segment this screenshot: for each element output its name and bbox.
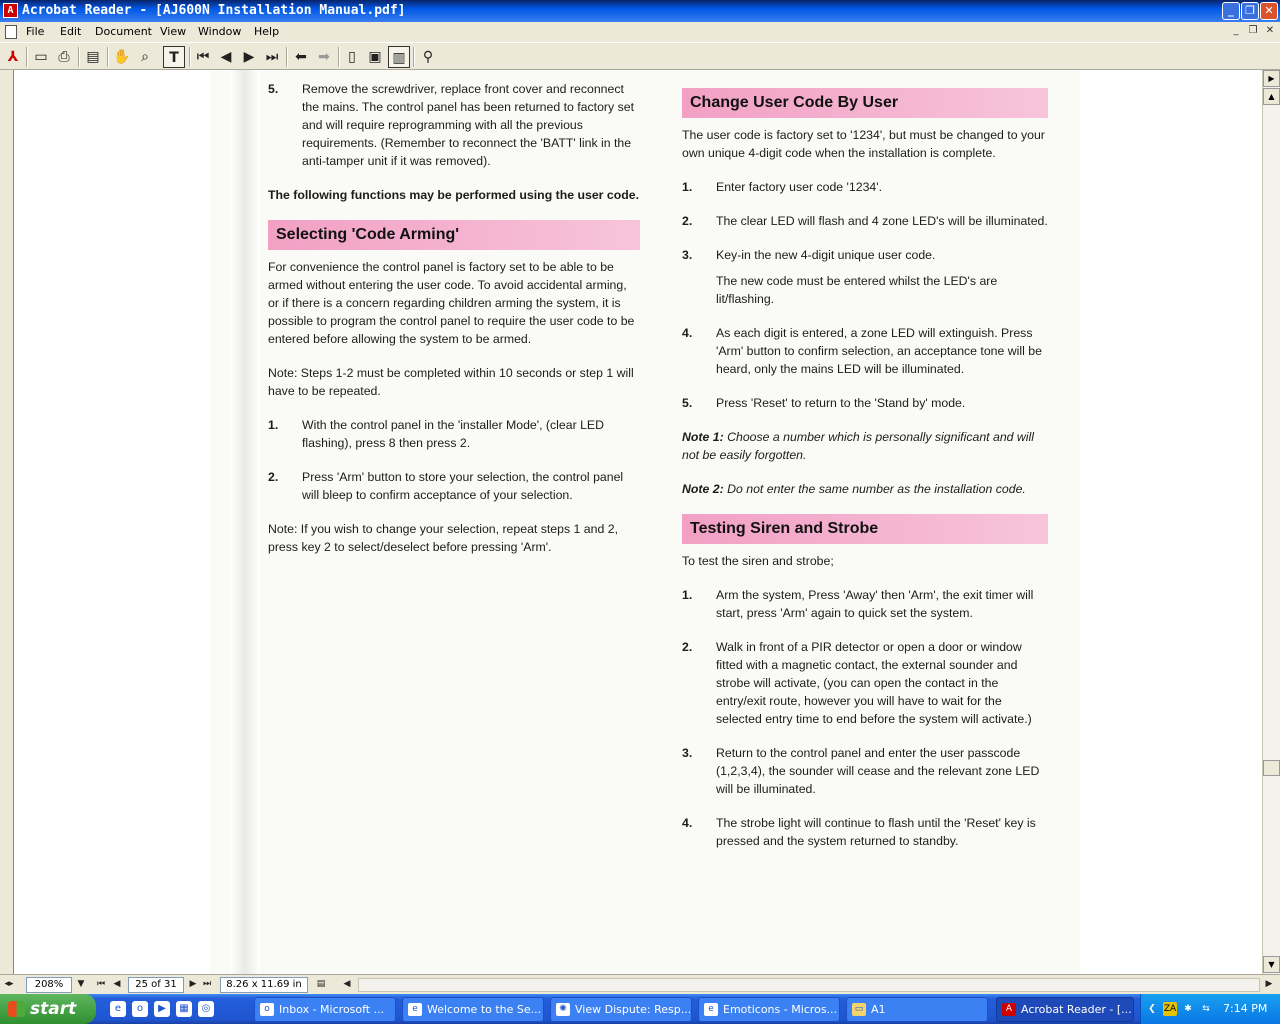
note-2: Note 2: Do not enter the same number as the installation code. xyxy=(682,482,1026,496)
scroll-down-icon[interactable]: ▼ xyxy=(1263,956,1280,973)
start-button[interactable]: start xyxy=(0,994,96,1024)
step-item: 4. As each digit is entered, a zone LED will extinguish. Press 'Arm' button to confirm selection, an acceptance tone will be heard, only the mains LED will be illuminated. xyxy=(682,326,1042,376)
first-page-icon[interactable]: ⏮ xyxy=(196,49,210,65)
user-code-intro: The user code is factory set to '1234', but must be changed to your own unique 4-digit code when the installation is complete. xyxy=(682,128,1045,160)
doc-minimize-icon[interactable]: _ xyxy=(1233,25,1239,36)
zoom-tool-icon[interactable]: ⌕ xyxy=(141,49,149,65)
page-number-field[interactable]: 25 of 31 xyxy=(128,977,184,993)
page-size-field: 8.26 x 11.69 in xyxy=(220,977,308,993)
step-item: 2. Press 'Arm' button to store your selection, the control panel will bleep to confirm acceptance of your selection. xyxy=(268,470,624,502)
step-item: 5. Remove the screwdriver, replace front cover and reconnect the mains. The control panel has been returned to factory set and will require reprogramming with all the previous requirements. (Remember to reconnect the 'BATT' link in the anti-tamper unit if it was removed). xyxy=(268,82,634,168)
step-item: 1. Arm the system, Press 'Away' then 'Arm', the exit timer will start, press 'Arm' again to quick set the system. xyxy=(682,588,1034,620)
print-icon[interactable]: ⎙ xyxy=(58,49,70,65)
outlook-icon: o xyxy=(260,1003,274,1016)
first-page-status-icon[interactable]: ⏮ xyxy=(96,979,106,989)
hscroll-left-icon[interactable]: ◀ xyxy=(343,979,351,989)
menu-view[interactable]: View xyxy=(160,25,187,38)
find-icon[interactable]: ⚲ xyxy=(422,49,434,65)
next-page-icon[interactable]: ▶ xyxy=(243,49,255,65)
left-column xyxy=(268,80,640,572)
heading-change-user-code: Change User Code By User xyxy=(682,88,1048,118)
step-item: 4. The strobe light will continue to flash until the 'Reset' key is pressed and the system returned to standby. xyxy=(682,816,1036,848)
menu-bar xyxy=(0,22,1280,42)
right-column xyxy=(682,88,1048,866)
go-forward-icon[interactable]: ➡ xyxy=(318,49,330,65)
document-view[interactable] xyxy=(14,70,1262,974)
pdf-page xyxy=(210,70,1080,974)
page-next-icon[interactable]: ▶ xyxy=(1263,70,1280,87)
step-item: 2. The clear LED will flash and 4 zone LED's will be illuminated. xyxy=(682,214,1048,228)
previous-page-icon[interactable]: ◀ xyxy=(220,49,232,65)
task-a1-folder[interactable]: ▭ A1 xyxy=(846,997,988,1022)
status-bar xyxy=(0,974,1280,994)
toolbar xyxy=(0,42,1280,70)
task-emoticons[interactable]: e Emoticons - Micros... xyxy=(698,997,840,1022)
scroll-up-icon[interactable]: ▲ xyxy=(1263,88,1280,105)
restore-button[interactable]: ❐ xyxy=(1241,2,1259,20)
windows-flag-icon xyxy=(8,1001,25,1017)
show-hide-navigation-icon[interactable]: ▤ xyxy=(86,49,100,65)
network-icon[interactable]: ⇆ xyxy=(1202,1004,1210,1014)
step-item: 5. Press 'Reset' to return to the 'Stand by' mode. xyxy=(682,396,966,410)
menu-file[interactable]: File xyxy=(26,25,45,38)
last-page-status-icon[interactable]: ⏭ xyxy=(202,979,212,989)
arming-paragraph: For convenience the control panel is factory set to be able to be armed without entering the user code. To avoid accidental arming, or if there is a concern regarding children arming the system, it is possible to program the control panel to require the user code to be entered before allowing the system to be armed. xyxy=(268,260,635,346)
change-note: Note: If you wish to change your selection, repeat steps 1 and 2, press key 2 to select/deselect before pressing 'Arm'. xyxy=(268,522,618,554)
steps-note: Note: Steps 1-2 must be completed within 10 seconds or step 1 will have to be repeated. xyxy=(268,366,634,398)
system-tray xyxy=(1140,994,1280,1024)
actual-size-icon[interactable]: ▯ xyxy=(348,49,356,65)
menu-edit[interactable]: Edit xyxy=(60,25,82,38)
open-icon[interactable]: ▭ xyxy=(34,49,48,65)
prev-page-status-icon[interactable]: ◀ xyxy=(113,979,121,989)
task-welcome[interactable]: e Welcome to the Se... xyxy=(402,997,544,1022)
acrobat-icon: A xyxy=(1002,1003,1016,1016)
task-inbox[interactable]: o Inbox - Microsoft ... xyxy=(254,997,396,1022)
window-title: Acrobat Reader - [AJ600N Installation Manual.pdf] xyxy=(22,3,406,18)
desktop-quicklaunch-icon[interactable]: ▦ xyxy=(176,1001,192,1017)
next-page-status-icon[interactable]: ▶ xyxy=(189,979,197,989)
hand-tool-icon[interactable]: ✋ xyxy=(113,49,131,65)
menu-help[interactable]: Help xyxy=(254,25,280,38)
step-item: 1. Enter factory user code '1234'. xyxy=(682,180,883,194)
page-layout-icon[interactable]: ▤ xyxy=(316,979,326,989)
minimize-button[interactable]: _ xyxy=(1222,2,1240,20)
text-select-icon[interactable]: T xyxy=(163,46,185,68)
firefox-icon: ✺ xyxy=(556,1003,570,1016)
note-1: Note 1: Choose a number which is personally significant and will not be easily forgotten. xyxy=(682,430,1035,462)
step-item: 2. Walk in front of a PIR detector or open a door or window fitted with a magnetic contact, the external sounder and strobe will activate, (you can open the contact in the entry/exit route, however you will have to wait for the selected entry time to end before the system will activate.) xyxy=(682,640,1032,726)
tray-expand-icon[interactable]: ❮ xyxy=(1148,1004,1156,1014)
functions-note: The following functions may be performed using the user code. xyxy=(268,188,639,202)
menu-window[interactable]: Window xyxy=(198,25,242,38)
task-acrobat[interactable]: A Acrobat Reader - [... xyxy=(996,997,1134,1022)
doc-restore-icon[interactable]: ❐ xyxy=(1248,25,1258,36)
app-quicklaunch-icon[interactable]: ◎ xyxy=(198,1001,214,1017)
task-view-dispute[interactable]: ✺ View Dispute: Resp... xyxy=(550,997,692,1022)
bluetooth-icon[interactable]: ✱ xyxy=(1184,1004,1192,1014)
outlook-quicklaunch-icon[interactable]: o xyxy=(132,1001,148,1017)
acrobat-logo-icon[interactable]: ⅄ xyxy=(7,49,19,65)
step-item: 3. Return to the control panel and enter the user passcode (1,2,3,4), the sounder will cease and the relevant zone LED will be illuminated. xyxy=(682,746,1040,796)
step-item: 1. With the control panel in the 'installer Mode', (clear LED flashing), press 8 then press 2. xyxy=(268,418,605,450)
vertical-scrollbar[interactable] xyxy=(1262,70,1280,974)
clock[interactable]: 7:14 PM xyxy=(1223,1002,1268,1015)
go-back-icon[interactable]: ⬅ xyxy=(295,49,307,65)
fit-page-icon[interactable]: ▣ xyxy=(368,49,382,65)
ie-quicklaunch-icon[interactable]: e xyxy=(110,1001,126,1017)
step-item: 3. Key-in the new 4-digit unique user code. xyxy=(682,248,936,262)
split-icon[interactable]: ◂▸ xyxy=(4,979,14,989)
siren-intro: To test the siren and strobe; xyxy=(682,554,834,568)
title-bar xyxy=(0,0,1280,22)
ie-icon: e xyxy=(408,1003,422,1016)
menu-document[interactable]: Document xyxy=(95,25,152,38)
scroll-thumb[interactable] xyxy=(1263,760,1280,776)
taskbar xyxy=(0,994,1280,1024)
navigation-pane[interactable] xyxy=(0,70,14,974)
ie-icon: e xyxy=(704,1003,718,1016)
zoom-field[interactable]: 208% xyxy=(26,977,72,993)
heading-code-arming: Selecting 'Code Arming' xyxy=(268,220,640,250)
fit-width-icon[interactable]: ▥ xyxy=(388,46,410,68)
zonealarm-icon[interactable]: ZA xyxy=(1163,1004,1177,1014)
doc-close-icon[interactable]: ✕ xyxy=(1265,25,1275,36)
acrobat-icon[interactable]: A xyxy=(3,3,18,18)
zoom-dropdown-icon[interactable]: ▼ xyxy=(77,979,85,989)
hscroll-right-icon[interactable]: ▶ xyxy=(1265,979,1273,989)
document-icon[interactable] xyxy=(5,25,17,39)
close-button[interactable]: ✕ xyxy=(1260,2,1278,20)
horizontal-scrollbar[interactable] xyxy=(358,978,1260,992)
last-page-icon[interactable]: ⏭ xyxy=(265,49,279,65)
folder-icon: ▭ xyxy=(852,1003,866,1016)
step-note: The new code must be entered whilst the LED's are lit/flashing. xyxy=(716,274,998,306)
heading-testing-siren: Testing Siren and Strobe xyxy=(682,514,1048,544)
media-quicklaunch-icon[interactable]: ▶ xyxy=(154,1001,170,1017)
